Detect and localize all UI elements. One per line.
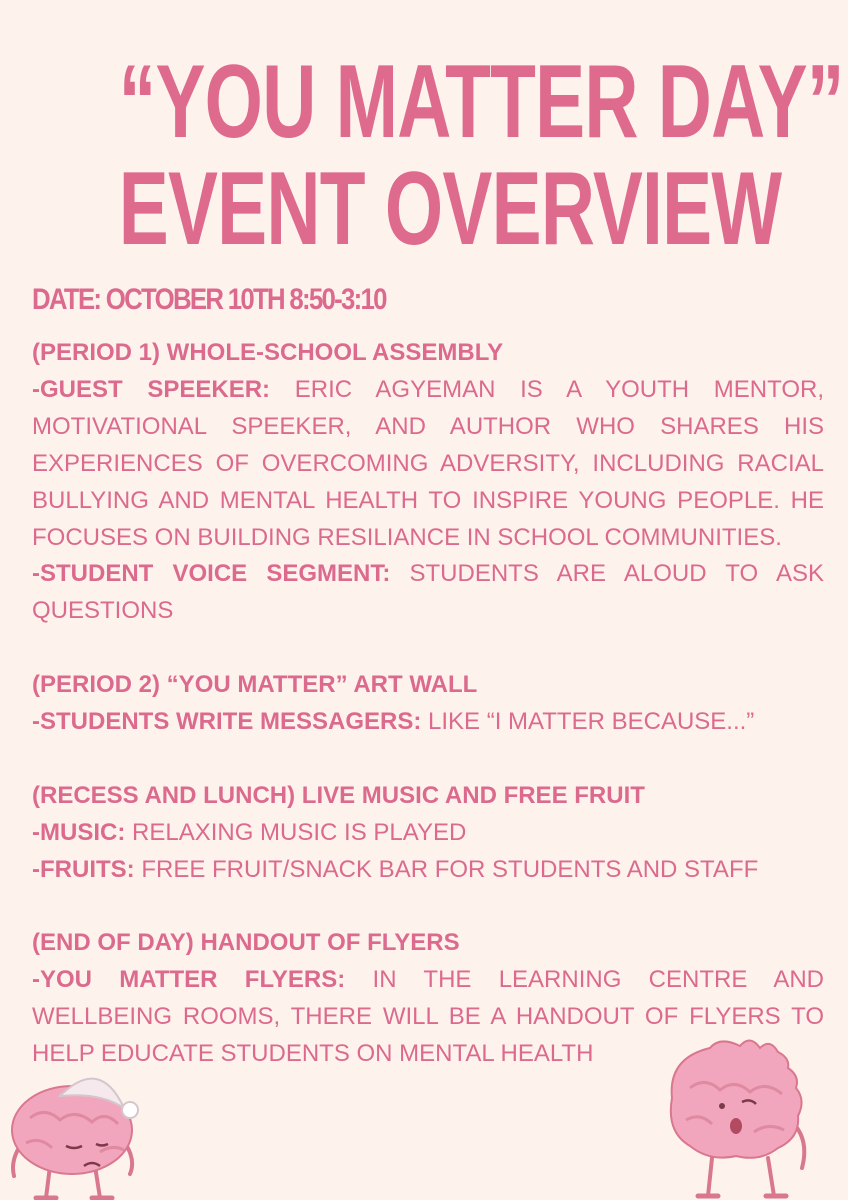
section-item-guest-speaker: [32, 372, 824, 557]
section-item-music: [32, 815, 824, 852]
item-text: STUDENTS ARE ALOUD TO ASK QUESTIONS: [32, 560, 824, 625]
item-text: FREE FRUIT/SNACK BAR FOR STUDENTS AND STAFF: [141, 855, 759, 883]
sleepy-brain-icon: [0, 1048, 160, 1200]
bitten-brain-icon: [650, 1028, 848, 1200]
item-label: -GUEST SPEEKER:: [32, 375, 271, 403]
section-heading-period-1: (PERIOD 1) WHOLE-SCHOOL ASSEMBLY: [32, 339, 504, 366]
section-heading-period-2: (PERIOD 2) “YOU MATTER” ART WALL: [32, 671, 478, 699]
item-label: -STUDENTS WRITE MESSAGERS:: [32, 708, 422, 736]
item-label: -FRUITS:: [32, 855, 135, 883]
item-text: IN THE LEARNING CENTRE AND WELLBEING ROOMS, THERE WILL BE A HANDOUT OF FLYERS TO HELP EDUCATE STUDENTS ON MENTAL HEALTH: [32, 966, 824, 1068]
item-text: LIKE “I MATTER BECAUSE...”: [428, 708, 755, 736]
event-date: DATE: OCTOBER 10TH 8:50-3:10: [32, 283, 386, 316]
section-item-student-voice: [32, 556, 824, 630]
section-heading-end-of-day: (END OF DAY) HANDOUT OF FLYERS: [32, 929, 460, 957]
title-line-2: EVENT OVERVIEW: [118, 151, 782, 267]
item-label: -STUDENT VOICE SEGMENT:: [32, 560, 391, 588]
section-item-fruits: [32, 852, 824, 889]
event-content: [32, 335, 824, 1073]
section-heading-recess-lunch: (RECESS AND LUNCH) LIVE MUSIC AND FREE FRUIT: [32, 781, 645, 809]
item-text: RELAXING MUSIC IS PLAYED: [132, 818, 467, 846]
item-label: -YOU MATTER FLYERS:: [32, 966, 346, 994]
item-label: -MUSIC:: [32, 818, 126, 846]
item-text: ERIC AGYEMAN IS A YOUTH MENTOR, MOTIVATIONAL SPEEKER, AND AUTHOR WHO SHARES HIS EXPERIENCES OF OVERCOMING ADVERSITY, INCLUDING RACIAL BULLYING AND MENTAL HEALTH TO INSPIRE YOUNG PEOPLE. HE FOCUSES ON BUILDING RESILIANCE IN SCHOOL COMMUNITIES.: [32, 375, 824, 551]
section-item-students-write: [32, 704, 824, 741]
title-line-1: “YOU MATTER DAY”: [118, 44, 844, 160]
